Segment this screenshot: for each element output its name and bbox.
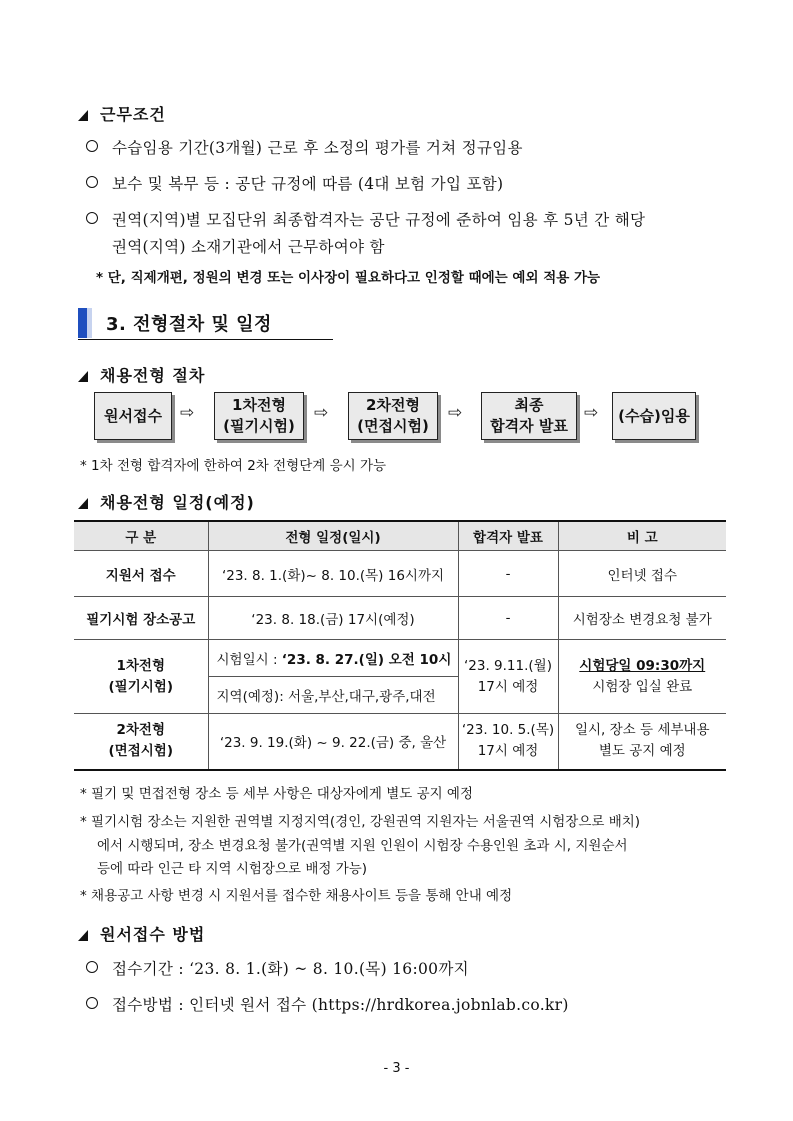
schedule-note: * 채용공고 사항 변경 시 지원서를 접수한 채용사이트 등을 통해 안내 예정 <box>80 888 513 904</box>
row-label: 필기시험 장소공고 <box>74 597 208 640</box>
result-line: 17시 예정 <box>477 678 539 695</box>
row-result: - <box>458 551 558 597</box>
arrow-right-icon: ⇨ <box>584 403 599 423</box>
table-header-row <box>74 521 726 551</box>
row-remark: 인터넷 접수 <box>558 551 726 597</box>
section-3-title-text: 3. 전형절차 및 일정 <box>106 314 272 335</box>
section-bar-icon <box>78 308 87 338</box>
item-text: 보수 및 복무 등 : 공단 규정에 따름 (4대 보험 가입 포함) <box>112 175 504 193</box>
row-remark <box>558 714 726 770</box>
work-condition-item <box>86 136 523 158</box>
column-header: 전형 일정(일시) <box>208 521 458 551</box>
remark-line: 별도 공지 예정 <box>598 743 686 760</box>
row-result <box>458 640 558 714</box>
row-label-line: (필기시험) <box>108 678 173 695</box>
remark-line: 시험당일 09:30까지 <box>579 657 706 674</box>
section-bar-shadow <box>87 308 92 338</box>
row-date <box>208 640 458 677</box>
schedule-table <box>74 520 726 771</box>
circle-bullet-icon <box>86 961 98 973</box>
work-condition-item <box>86 208 645 230</box>
circle-bullet-icon <box>86 997 98 1009</box>
triangle-bullet-icon <box>78 498 88 509</box>
section-3-title <box>78 307 333 340</box>
row-remark <box>558 640 726 714</box>
result-line: 17시 예정 <box>477 743 539 760</box>
flow-step-label: (수습)임용 <box>618 406 690 425</box>
page-number: - 3 - <box>383 1061 410 1076</box>
row-date: ‘23. 9. 19.(화) ~ 9. 22.(금) 중, 울산 <box>208 714 458 770</box>
row-date: 지역(예정): 서울,부산,대구,광주,대전 <box>208 677 458 714</box>
application-item <box>86 993 569 1015</box>
item-text: 수습임용 기간(3개월) 근로 후 소정의 평가를 거쳐 정규임용 <box>112 139 523 157</box>
triangle-bullet-icon <box>78 930 88 941</box>
triangle-bullet-icon <box>78 371 88 382</box>
row-remark: 시험장소 변경요청 불가 <box>558 597 726 640</box>
heading-text: 근무조건 <box>100 105 166 124</box>
table-row <box>74 640 726 677</box>
flow-step-label: 2차전형 <box>366 396 420 414</box>
circle-bullet-icon <box>86 140 98 152</box>
row-label-line: 1차전형 <box>116 657 166 674</box>
triangle-bullet-icon <box>78 110 88 121</box>
circle-bullet-icon <box>86 212 98 224</box>
result-line: ‘23. 10. 5.(목) <box>461 722 555 739</box>
row-label-line: (면접시험) <box>108 743 173 760</box>
schedule-note: * 필기시험 장소는 지원한 권역별 지정지역(경인, 강원권역 지원자는 서울권역 시험장으로 배치) <box>80 814 641 830</box>
row-result <box>458 714 558 770</box>
flow-step-second <box>348 392 438 440</box>
table-row <box>74 551 726 597</box>
row-date: ‘23. 8. 1.(화)~ 8. 10.(목) 16시까지 <box>208 551 458 597</box>
row-label: 지원서 접수 <box>74 551 208 597</box>
schedule-note-continuation: 등에 따라 인근 타 지역 시험장으로 배정 가능) <box>97 861 368 877</box>
arrow-right-icon: ⇨ <box>448 403 463 423</box>
flow-step-label: 1차전형 <box>232 396 286 414</box>
date-prefix: 시험일시 : <box>216 652 282 668</box>
result-line: ‘23. 9.11.(월) <box>464 657 552 674</box>
heading-text: 채용전형 절차 <box>100 366 206 385</box>
table-row <box>74 714 726 770</box>
item-text: 접수방법 : 인터넷 원서 접수 (https://hrdkorea.jobnlab.co.kr) <box>112 996 569 1014</box>
table-row <box>74 597 726 640</box>
section-heading-schedule <box>78 490 255 513</box>
procedure-note: * 1차 전형 합격자에 한하여 2차 전형단계 응시 가능 <box>80 458 387 474</box>
row-result: - <box>458 597 558 640</box>
section-heading-application <box>78 922 205 945</box>
flow-step-sublabel: (필기시험) <box>223 417 295 435</box>
flow-step-label: 원서접수 <box>104 406 162 425</box>
item-text: 접수기간 : ‘23. 8. 1.(화) ~ 8. 10.(목) 16:00까지 <box>112 960 469 978</box>
row-label <box>74 640 208 714</box>
item-text: 권역(지역) 소재기관에서 근무하여야 함 <box>112 238 385 256</box>
row-label-line: 2차전형 <box>116 722 166 739</box>
section-heading-procedure <box>78 363 205 386</box>
flow-step-sublabel: 합격자 발표 <box>490 417 568 435</box>
arrow-right-icon: ⇨ <box>314 403 329 423</box>
flow-step-sublabel: (면접시험) <box>357 417 429 435</box>
row-date: ‘23. 8. 18.(금) 17시(예정) <box>208 597 458 640</box>
work-conditions-note: * 단, 직제개편, 정원의 변경 또는 이사장이 필요하다고 인정할 때에는 예외 적용 가능 <box>96 270 601 286</box>
work-condition-item-continuation <box>112 235 385 257</box>
heading-text: 채용전형 일정(예정) <box>100 493 255 512</box>
flow-step-final <box>481 392 577 440</box>
item-text: 권역(지역)별 모집단위 최종합격자는 공단 규정에 준하여 임용 후 5년 간 해당 <box>112 211 646 229</box>
schedule-note: * 필기 및 면접전형 장소 등 세부 사항은 대상자에게 별도 공지 예정 <box>80 786 474 802</box>
column-header: 합격자 발표 <box>458 521 558 551</box>
column-header: 비 고 <box>558 521 726 551</box>
section-heading-work-conditions <box>78 102 166 125</box>
column-header: 구 분 <box>74 521 208 551</box>
date-bold: ‘23. 8. 27.(일) 오전 10시 <box>281 652 452 668</box>
work-condition-item <box>86 172 503 194</box>
remark-line: 시험장 입실 완료 <box>592 678 693 695</box>
flow-step-label: 최종 <box>514 396 544 414</box>
arrow-right-icon: ⇨ <box>180 403 195 423</box>
heading-text: 원서접수 방법 <box>100 925 206 944</box>
flow-step-apply <box>94 392 172 440</box>
flow-step-first <box>214 392 304 440</box>
circle-bullet-icon <box>86 176 98 188</box>
row-label <box>74 714 208 770</box>
remark-line: 일시, 장소 등 세부내용 <box>574 722 710 739</box>
flow-step-hire <box>612 392 696 440</box>
application-item <box>86 957 469 979</box>
schedule-note-continuation: 에서 시행되며, 장소 변경요청 불가(권역별 지원 인원이 시험장 수용인원 초과 시, 지원순서 <box>97 838 628 854</box>
